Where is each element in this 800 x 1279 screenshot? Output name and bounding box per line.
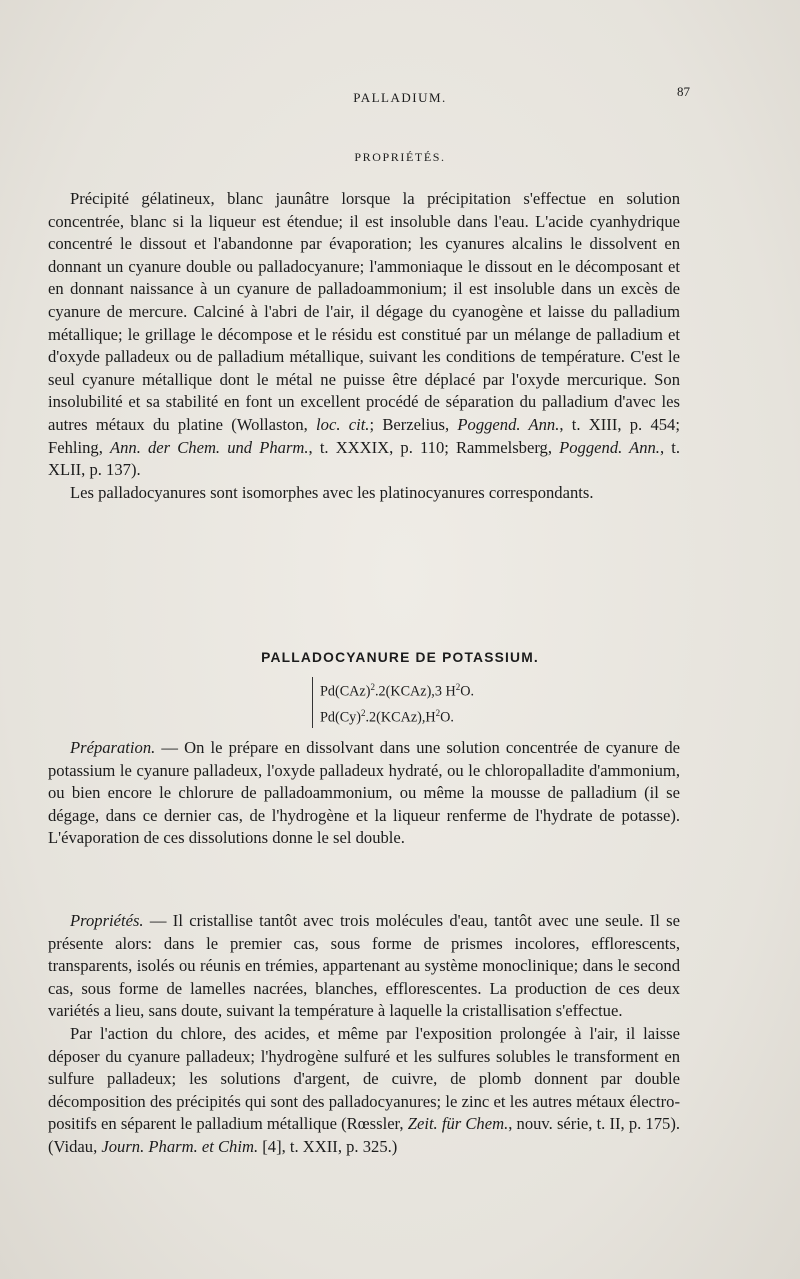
properties-paragraph: Précipité gélatineux, blanc jaunâtre lorsque la précipitation s'effectue en solution concentrée, blanc si la liqueur est étendue; il est insoluble dans l'eau. L'acide cyanhydrique concentré le dissout et l'abandonne par évaporation; les cyanures alcalins le dissolvent en donnant un cyanure double ou palladocyanure; l'ammoniaque le dissout en le décomposant et en donnant naissance à un cyanure de palladoammonium; il est insoluble dans un excès de cyanure de mercure. Calciné à l'abri de l'air, il dégage du cyanogène et laisse du palladium métallique; le grillage le décompose et le résidu est constitué par un mélange de palladium et d'oxyde palladeux ou de palladium métallique, suivant les conditions de température. C'est le seul cyanure métallique dont le métal ne puisse être déplacé par l'oxyde mercurique. Son insolubilité et sa stabilité en font un excellent procédé de séparation du palladium d'avec les autres métaux du platine (Wollaston, loc. cit.; Berzelius, Poggend. Ann., t. XIII, p. 454; Fehling, Ann. der Chem. und Pharm., t. XXXIX, p. 110; Rammelsberg, Poggend. Ann., t. XLII, p. 137). — [48, 189, 680, 480]
crystal-properties-paragraph: Propriétés. — Il cristallise tantôt avec trois molécules d'eau, tantôt avec une seule. Il se présente alors: dans le premier cas, sous forme de prismes incolores, efflorescents, transparents, isolés ou réunis en trémies, appartenant au système monoclinique; dans le second cas, sous forme de lamelles nacrées, blanches, efflorescentes. La production de ces deux variétés a lieu, sans doute, suivant la température à laquelle la cristallisation s'effectue. — [48, 911, 680, 1021]
running-head — [0, 84, 800, 110]
formula-block — [312, 677, 474, 728]
reactions-paragraph: Par l'action du chlore, des acides, et même par l'exposition prolongée à l'air, il laisse déposer du cyanure palladeux; l'hydrogène sulfuré et les sulfures solubles le transforment en sulfure palladeux; les solutions d'argent, de cuivre, de plomb donnent par double décomposition des précipités qui sont des palladocyanures; le zinc et les autres métaux électro-positifs en séparent le palladium métallique (Rœssler, Zeit. für Chem., nouv. série, t. II, p. 175). (Vidau, Journ. Pharm. et Chim. [4], t. XXII, p. 325.) — [48, 1023, 680, 1156]
sub-heading: PALLADOCYANURE DE POTASSIUM. — [261, 650, 539, 665]
isomorphism-paragraph: Les palladocyanures sont isomorphes avec les platinocyanures correspondants. — [70, 482, 594, 502]
properties-block — [48, 188, 680, 504]
formula-line: $Pd(Cy)^2.2(KCAz),H^2O$. — [320, 707, 454, 726]
page-number: 87 — [677, 84, 690, 99]
section-heading: PROPRIÉTÉS. — [354, 150, 446, 164]
crystal-properties-block — [48, 910, 680, 1159]
preparation-label: Préparation. — [70, 738, 156, 757]
running-title: PALLADIUM. — [353, 90, 447, 105]
formula-line: Pd(CAz)$^2$.2(KCAz),3 $H^2O$. — [320, 682, 475, 700]
preparation-block — [48, 737, 680, 850]
properties-label: Propriétés. — [70, 911, 144, 930]
preparation-paragraph: Préparation. — On le prépare en dissolvant dans une solution concentrée de cyanure de potassium le cyanure palladeux, l'oxyde palladeux hydraté, ou le chloropalladite d'ammonium, ou bien encore le chlorure de palladoammonium, ou même la mousse de palladium (il se dégage, dans ce dernier cas, de l'hydrogène et la liqueur renferme de l'hydrate de potasse). L'évaporation de ces dissolutions donne le sel double. — [48, 738, 680, 848]
